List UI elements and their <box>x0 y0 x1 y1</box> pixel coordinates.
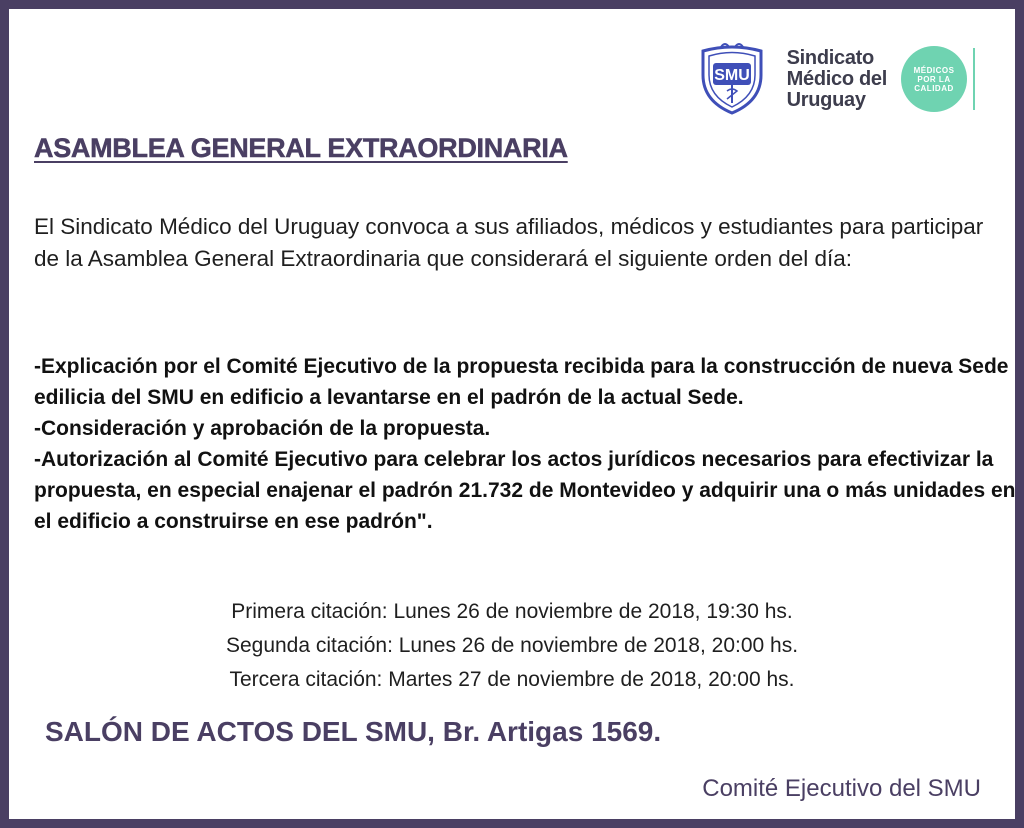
citation-first: Primera citación: Lunes 26 de noviembre de 2018, 19:30 hs. <box>231 600 793 623</box>
org-name <box>787 48 887 111</box>
svg-text:SMU: SMU <box>713 67 750 84</box>
venue-text: SALÓN DE ACTOS DEL SMU, Br. Artigas 1569. <box>45 716 662 747</box>
medicos-calidad-badge <box>901 46 967 112</box>
citation-third: Tercera citación: Martes 27 de noviembre de 2018, 20:00 hs. <box>229 668 795 691</box>
intro-paragraph: El Sindicato Médico del Uruguay convoca a sus afiliados, médicos y estudiantes para participar de la Asamblea General Extraordinaria que considerará el siguiente orden del día: <box>34 214 984 271</box>
agenda-item: -Explicación por el Comité Ejecutivo de la propuesta recibida para la construcción de nueva Sede edilicia del SMU en edificio a levantarse en el padrón de la actual Sede. <box>34 355 1009 409</box>
badge-line-3: CALIDAD <box>914 83 954 93</box>
badge-line-1: MÉDICOS <box>913 65 955 75</box>
org-name-line-2: Médico del <box>786 67 887 90</box>
badge-divider <box>973 48 975 110</box>
signature: Comité Ejecutivo del SMU <box>702 775 981 802</box>
agenda-list <box>34 351 1024 537</box>
org-name-line-3: Uruguay <box>786 88 866 111</box>
page-title: ASAMBLEA GENERAL EXTRAORDINARIA <box>34 133 568 163</box>
header-logos <box>691 39 975 119</box>
smu-emblem-logo <box>691 41 773 117</box>
citation-second: Segunda citación: Lunes 26 de noviembre de 2018, 20:00 hs. <box>225 634 799 657</box>
badge-line-2: POR LA <box>917 74 951 84</box>
citations-block <box>9 595 1015 697</box>
org-name-line-1: Sindicato <box>786 46 874 69</box>
agenda-item: -Autorización al Comité Ejecutivo para celebrar los actos jurídicos necesarios para efectivizar la propuesta, en especial enajenar el padrón 21.732 de Montevideo y adquirir una o más unidades en el edificio a construirse en ese padrón". <box>34 448 1016 533</box>
agenda-item: -Consideración y aprobación de la propuesta. <box>34 417 491 440</box>
